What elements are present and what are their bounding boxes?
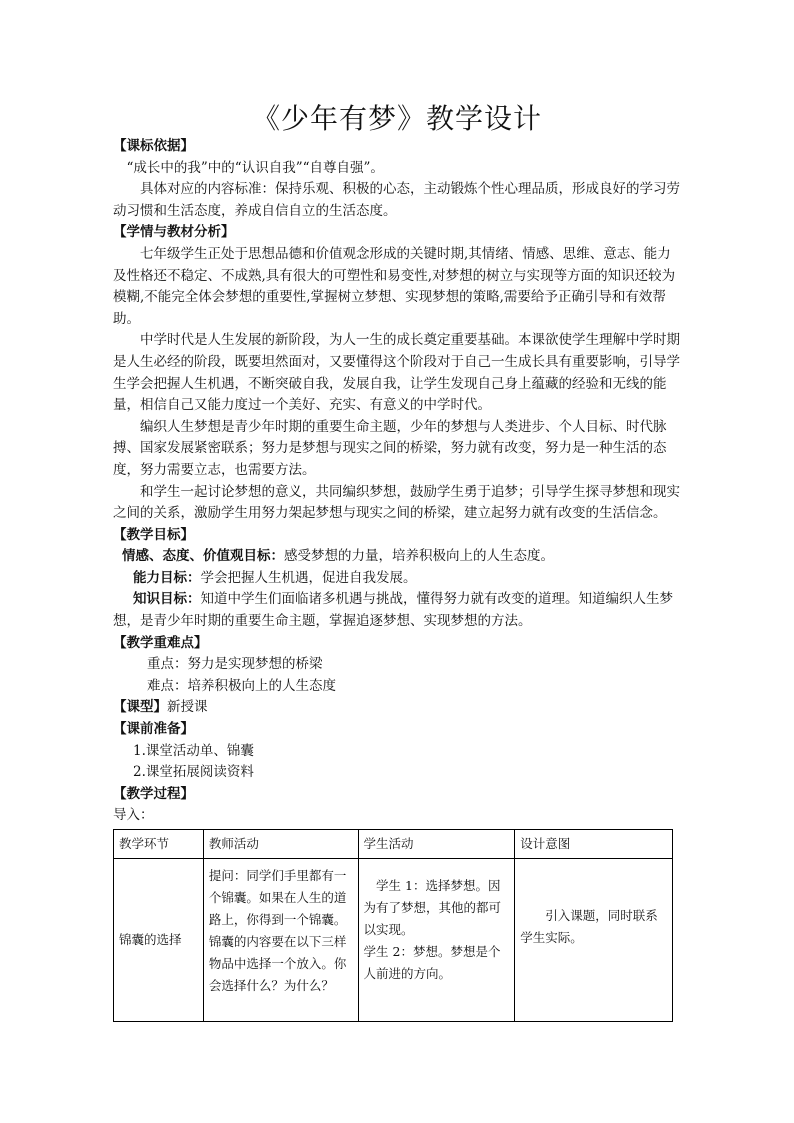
table-header-intent: 设计意图 [515, 830, 673, 859]
student-answer-1: 学生 1：选择梦想。因为有了梦想，其他的都可以实现。 [363, 878, 502, 937]
key-point: 重点：努力是实现梦想的桥梁 [147, 656, 323, 673]
kebiao-line2: 具体对应的内容标准：保持乐观、积极的心态，主动锻炼个性心理品质，形成良好的学习劳动习惯和生活态度，养成自信自立的生活态度。 [113, 181, 680, 219]
lesson-type-line [113, 697, 683, 719]
goal-knowledge-text: 知道中学生们面临诸多机遇与挑战，懂得努力就有改变的道理。知道编织人生梦想，是青少年时期的重要生命主题，掌握追逐梦想、实现梦想的方法。 [113, 591, 673, 630]
section-heading-kebiao: 【课标依据】 [113, 138, 194, 154]
goal-ability-label: 能力目标： [133, 569, 201, 586]
section-heading-zhongnan: 【教学重难点】 [113, 634, 208, 651]
section-heading-xueqing: 【学情与教材分析】 [113, 224, 235, 241]
lesson-type-value: 新授课 [167, 699, 208, 716]
table-header-row [114, 830, 673, 859]
section-heading-kexing: 【课型】 [113, 699, 167, 716]
prep-item-2: 2.课堂拓展阅读资料 [133, 764, 254, 781]
student-answer-2: 学生 2：梦想。梦想是个人前进的方向。 [363, 944, 501, 981]
prep-item-1: 1.课堂活动单、锦囊 [133, 742, 254, 759]
section-heading-guocheng: 【教学过程】 [113, 785, 194, 802]
goal-emotion-label: 情感、态度、价值观目标： [122, 548, 284, 565]
goal-ability-text: 学会把握人生机遇，促进自我发展。 [200, 569, 417, 586]
intent-cell [515, 859, 673, 1022]
kebiao-line1: “成长中的我”中的“认识自我”“自尊自强”。 [126, 159, 384, 176]
process-table [113, 829, 673, 1022]
goal-knowledge-label: 知识目标： [133, 591, 201, 608]
xueqing-paragraph-4: 和学生一起讨论梦想的意义，共同编织梦想，鼓励学生勇于追梦；引导学生探寻梦想和现实之间的关系，激励学生用努力架起梦想与现实之间的桥梁，建立起努力就有改变的生活信念。 [113, 483, 680, 522]
goal-knowledge [113, 589, 683, 632]
goal-ability [113, 568, 683, 590]
intro-label: 导入： [113, 807, 154, 824]
intent-text: 引入课题，同时联系学生实际。 [520, 908, 658, 945]
page-title: 《少年有梦》教学设计 [251, 102, 542, 135]
section-heading-mubiao: 【教学目标】 [113, 526, 194, 543]
xueqing-paragraph-1: 七年级学生正处于思想品德和价值观念形成的关键时期,其情绪、情感、思维、意志、能力及性格还不稳定、不成熟,具有很大的可塑性和易变性,对梦想的树立与实现等方面的知识还较为模糊,不能完全体会梦想的重要性,掌握树立梦想、实现梦想的策略,需要给予正确引导和有效帮助。 [113, 245, 676, 327]
table-header-teacher: 教师活动 [203, 830, 358, 859]
document-body [113, 136, 683, 1022]
table-header-student: 学生活动 [358, 830, 515, 859]
xueqing-paragraph-3: 编织人生梦想是青少年时期的重要生命主题，少年的梦想与人类进步、个人目标、时代脉搏、国家发展紧密联系；努力是梦想与现实之间的桥梁，努力就有改变，努力是一种生活的态度，努力需要立志，也需要方法。 [113, 418, 667, 478]
student-activity-cell [358, 859, 515, 1022]
difficult-point: 难点：培养积极向上的人生态度 [147, 677, 336, 694]
section-heading-zhunbei: 【课前准备】 [113, 721, 194, 738]
xueqing-paragraph-2: 中学时代是人生发展的新阶段，为人一生的成长奠定重要基础。本课欲使学生理解中学时期是人生必经的阶段，既要坦然面对，又要懂得这个阶段对于自己一生成长具有重要影响，引导学生学会把握人生机遇，不断突破自我，发展自我，让学生发现自己身上蕴藏的经验和无线的能量，相信自己又能力度过一个美好、充实、有意义的中学时代。 [113, 332, 680, 414]
stage-cell: 锦囊的选择 [114, 859, 204, 1022]
goal-emotion [113, 546, 683, 568]
table-header-stage: 教学环节 [114, 830, 204, 859]
table-row [114, 859, 673, 1022]
teacher-activity-cell: 提问：同学们手里都有一个锦囊。如果在人生的道路上，你得到一个锦囊。锦囊的内容要在以下三样物品中选择一个放入。你会选择什么？为什么？ [203, 859, 358, 1022]
goal-emotion-text: 感受梦想的力量，培养积极向上的人生态度。 [284, 548, 554, 565]
